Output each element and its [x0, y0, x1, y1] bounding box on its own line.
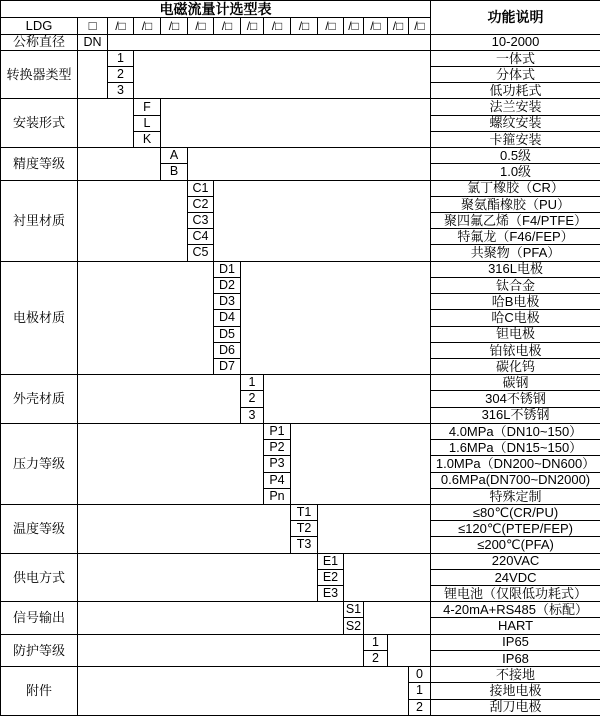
group-label: 防护等级 — [1, 634, 78, 666]
code-cell: K — [134, 131, 161, 147]
desc-cell: 碳化钨 — [431, 358, 600, 374]
code-cell: DN — [78, 34, 108, 50]
spacer-cell — [344, 553, 431, 602]
table-title: 电磁流量计选型表 — [1, 1, 431, 18]
code-cell: D3 — [214, 294, 241, 310]
code-cell: D4 — [214, 310, 241, 326]
desc-cell: ≤80℃(CR/PU) — [431, 504, 600, 520]
desc-cell: HART — [431, 618, 600, 634]
desc-cell: 分体式 — [431, 67, 600, 83]
code-cell: 3 — [108, 83, 134, 99]
desc-cell: 316L不锈钢 — [431, 407, 600, 423]
code-cell: S1 — [344, 602, 364, 618]
spacer-cell — [78, 504, 291, 553]
code-cell: T3 — [291, 537, 318, 553]
slot-cell: /□ — [291, 18, 318, 34]
desc-cell: IP65 — [431, 634, 600, 650]
slot-cell: /□ — [409, 18, 431, 34]
code-cell: D1 — [214, 261, 241, 277]
desc-cell: 1.0MPa（DN200~DN600） — [431, 456, 600, 472]
group-label: 附件 — [1, 667, 78, 716]
desc-cell: 钛合金 — [431, 277, 600, 293]
desc-cell: 一体式 — [431, 50, 600, 66]
code-cell: E2 — [318, 569, 344, 585]
group-row — [1, 553, 600, 569]
group-label: 供电方式 — [1, 553, 78, 602]
slot-cell: /□ — [214, 18, 241, 34]
spacer-cell — [78, 375, 241, 424]
group-label: 衬里材质 — [1, 180, 78, 261]
group-row — [1, 634, 600, 650]
desc-cell: 304不锈钢 — [431, 391, 600, 407]
group-label: 公称直径 — [1, 34, 78, 50]
code-cell: C2 — [188, 196, 214, 212]
func-header: 功能说明 — [431, 1, 600, 35]
group-label: 精度等级 — [1, 148, 78, 180]
code-cell: S2 — [344, 618, 364, 634]
group-row — [1, 261, 600, 277]
code-cell: P1 — [264, 423, 291, 439]
desc-cell: 低功耗式 — [431, 83, 600, 99]
code-cell: L — [134, 115, 161, 131]
slot-cell: /□ — [108, 18, 134, 34]
desc-cell: 聚氨酯橡胶（PU） — [431, 196, 600, 212]
group-row — [1, 148, 600, 164]
desc-cell: 特殊定制 — [431, 488, 600, 504]
code-cell: 1 — [409, 683, 431, 699]
desc-cell: 4-20mA+RS485（标配） — [431, 602, 600, 618]
desc-cell: 不接地 — [431, 667, 600, 683]
group-row — [1, 667, 600, 683]
desc-cell: 1.0级 — [431, 164, 600, 180]
model-prefix: LDG — [1, 18, 78, 34]
spacer-cell — [78, 180, 188, 261]
code-cell: 2 — [108, 67, 134, 83]
spacer-cell — [264, 375, 431, 424]
desc-cell: 聚四氟乙烯（F4/PTFE） — [431, 213, 600, 229]
slot-cell: /□ — [188, 18, 214, 34]
desc-cell: 0.5级 — [431, 148, 600, 164]
desc-cell: 10-2000 — [431, 34, 600, 50]
code-cell: P2 — [264, 440, 291, 456]
code-cell: A — [161, 148, 188, 164]
desc-cell: 钽电极 — [431, 326, 600, 342]
desc-cell: 刮刀电极 — [431, 699, 600, 715]
group-row — [1, 34, 600, 50]
desc-cell: 锂电池（仅限低功耗式） — [431, 586, 600, 602]
spacer-cell — [78, 634, 364, 666]
slot-cell: /□ — [161, 18, 188, 34]
desc-cell: 24VDC — [431, 569, 600, 585]
spacer-cell — [161, 99, 431, 148]
group-label: 电极材质 — [1, 261, 78, 375]
code-cell: Pn — [264, 488, 291, 504]
group-label: 安装形式 — [1, 99, 78, 148]
spacer-cell — [78, 423, 264, 504]
spacer-cell — [291, 423, 431, 504]
group-label: 压力等级 — [1, 423, 78, 504]
code-cell: C3 — [188, 213, 214, 229]
code-cell: E1 — [318, 553, 344, 569]
code-cell: 0 — [409, 667, 431, 683]
desc-cell: 卡箍安装 — [431, 131, 600, 147]
code-cell: F — [134, 99, 161, 115]
desc-cell: 特氟龙（F46/FEP） — [431, 229, 600, 245]
group-label: 信号输出 — [1, 602, 78, 634]
group-row — [1, 180, 600, 196]
group-label: 温度等级 — [1, 504, 78, 553]
code-cell: T1 — [291, 504, 318, 520]
group-label: 外壳材质 — [1, 375, 78, 424]
spacer-cell — [214, 180, 431, 261]
desc-cell: 哈C电极 — [431, 310, 600, 326]
group-row — [1, 602, 600, 618]
spacer-cell — [78, 148, 161, 180]
spacer-cell — [188, 148, 431, 180]
code-cell: C4 — [188, 229, 214, 245]
code-cell: 1 — [241, 375, 264, 391]
desc-cell: 铂铱电极 — [431, 342, 600, 358]
code-cell: 2 — [409, 699, 431, 715]
code-cell: 2 — [241, 391, 264, 407]
spacer-cell — [78, 667, 409, 716]
desc-cell: 接地电极 — [431, 683, 600, 699]
desc-cell: 碳钢 — [431, 375, 600, 391]
spacer-cell — [108, 34, 431, 50]
code-cell: D6 — [214, 342, 241, 358]
desc-cell: 法兰安装 — [431, 99, 600, 115]
spacer-cell — [241, 261, 431, 375]
desc-cell: 4.0MPa（DN10~150） — [431, 423, 600, 439]
code-cell: P4 — [264, 472, 291, 488]
spacer-cell — [364, 602, 431, 634]
desc-cell: ≤120℃(PTEP/FEP) — [431, 521, 600, 537]
code-cell: C5 — [188, 245, 214, 261]
spacer-cell — [78, 602, 344, 634]
code-cell: 1 — [364, 634, 388, 650]
desc-cell: 螺纹安装 — [431, 115, 600, 131]
spacer-cell — [388, 634, 431, 666]
group-row — [1, 375, 600, 391]
slot-cell: /□ — [344, 18, 364, 34]
spacer-cell — [134, 50, 431, 99]
code-cell: C1 — [188, 180, 214, 196]
desc-cell: 氯丁橡胶（CR） — [431, 180, 600, 196]
desc-cell: ≤200℃(PFA) — [431, 537, 600, 553]
code-cell: D7 — [214, 358, 241, 374]
code-cell: 2 — [364, 650, 388, 666]
code-cell: B — [161, 164, 188, 180]
code-cell: D5 — [214, 326, 241, 342]
group-row — [1, 99, 600, 115]
spacer-cell — [78, 50, 108, 99]
code-cell: 3 — [241, 407, 264, 423]
box-cell: □ — [78, 18, 108, 34]
group-row — [1, 423, 600, 439]
code-cell: P3 — [264, 456, 291, 472]
desc-cell: 哈B电极 — [431, 294, 600, 310]
code-cell: D2 — [214, 277, 241, 293]
desc-cell: IP68 — [431, 650, 600, 666]
slot-cell: /□ — [364, 18, 388, 34]
spacer-cell — [318, 504, 431, 553]
slot-cell: /□ — [241, 18, 264, 34]
spacer-cell — [78, 99, 134, 148]
slot-cell: /□ — [388, 18, 409, 34]
spacer-cell — [78, 553, 318, 602]
code-cell: 1 — [108, 50, 134, 66]
group-row — [1, 50, 600, 66]
desc-cell: 220VAC — [431, 553, 600, 569]
desc-cell: 0.6MPa(DN700~DN2000) — [431, 472, 600, 488]
group-label: 转换器类型 — [1, 50, 78, 99]
desc-cell: 1.6MPa（DN15~150） — [431, 440, 600, 456]
desc-cell: 共聚物（PFA） — [431, 245, 600, 261]
title-row — [1, 1, 600, 18]
slot-cell: /□ — [134, 18, 161, 34]
group-row — [1, 504, 600, 520]
slot-cell: /□ — [318, 18, 344, 34]
code-cell: E3 — [318, 586, 344, 602]
slot-cell: /□ — [264, 18, 291, 34]
desc-cell: 316L电极 — [431, 261, 600, 277]
spacer-cell — [78, 261, 214, 375]
code-cell: T2 — [291, 521, 318, 537]
